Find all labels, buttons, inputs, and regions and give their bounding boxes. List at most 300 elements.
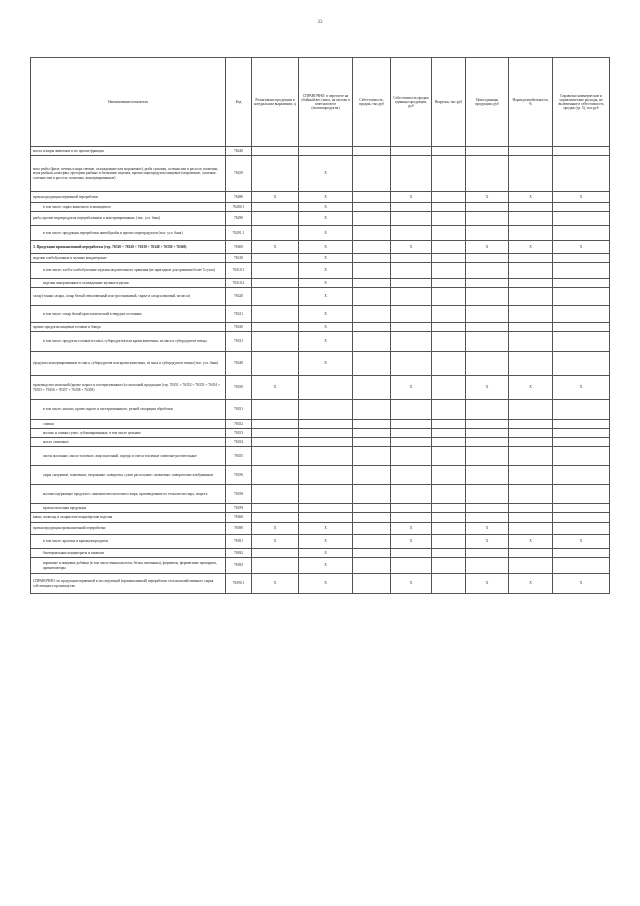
value-cell[interactable]: X — [466, 574, 509, 594]
value-cell[interactable] — [466, 447, 509, 466]
value-cell[interactable] — [432, 323, 466, 332]
value-cell[interactable] — [432, 241, 466, 254]
value-cell[interactable]: X — [391, 376, 432, 400]
value-cell[interactable] — [299, 466, 353, 485]
value-cell[interactable] — [391, 279, 432, 288]
value-cell[interactable] — [509, 352, 553, 376]
value-cell[interactable] — [299, 429, 353, 438]
value-cell[interactable] — [252, 400, 299, 420]
value-cell[interactable] — [553, 323, 610, 332]
row-name: масло сливочное — [31, 438, 226, 447]
value-cell[interactable] — [466, 420, 509, 429]
row-name: масла и жиры животные и их прочие фракции — [31, 147, 226, 156]
value-cell[interactable] — [553, 254, 610, 263]
row-code: 76331 — [226, 332, 252, 352]
value-cell[interactable] — [432, 549, 466, 558]
table-row — [31, 332, 610, 352]
value-cell[interactable]: X — [553, 192, 610, 203]
value-cell[interactable] — [353, 147, 391, 156]
value-cell[interactable]: X — [299, 535, 353, 549]
value-cell[interactable] — [353, 192, 391, 203]
value-cell[interactable] — [391, 400, 432, 420]
value-cell[interactable] — [353, 226, 391, 241]
value-cell[interactable] — [466, 323, 509, 332]
table-row — [31, 420, 610, 429]
form-body — [31, 147, 610, 594]
value-cell[interactable]: X — [553, 376, 610, 400]
value-cell[interactable] — [353, 241, 391, 254]
value-cell[interactable] — [553, 420, 610, 429]
row-code: 76310 — [226, 254, 252, 263]
table-row — [31, 263, 610, 279]
value-cell[interactable] — [353, 352, 391, 376]
table-row — [31, 485, 610, 504]
value-cell[interactable] — [432, 203, 466, 212]
value-cell[interactable]: X — [391, 523, 432, 535]
value-cell[interactable] — [252, 306, 299, 323]
value-cell[interactable] — [391, 226, 432, 241]
header-profitability: Норма рентабельности, % — [509, 58, 553, 147]
value-cell[interactable]: X — [299, 352, 353, 376]
value-cell[interactable] — [509, 400, 553, 420]
value-cell[interactable] — [509, 212, 553, 226]
value-cell[interactable]: X — [252, 535, 299, 549]
value-cell[interactable] — [466, 279, 509, 288]
value-cell[interactable] — [553, 504, 610, 513]
row-name: биотермальные концентраты и закваски — [31, 549, 226, 558]
value-cell[interactable] — [509, 438, 553, 447]
value-cell[interactable] — [432, 147, 466, 156]
value-cell[interactable]: X — [299, 192, 353, 203]
value-cell[interactable] — [252, 429, 299, 438]
row-name: в том числе: молоко, кроме сырого и пастеризованного, резкой сепарации обработки — [31, 400, 226, 420]
value-cell[interactable] — [391, 352, 432, 376]
value-cell[interactable] — [553, 156, 610, 192]
value-cell[interactable] — [466, 263, 509, 279]
value-cell[interactable] — [391, 466, 432, 485]
value-cell[interactable] — [432, 535, 466, 549]
value-cell[interactable] — [466, 288, 509, 306]
value-cell[interactable] — [299, 485, 353, 504]
value-cell[interactable] — [466, 226, 509, 241]
value-cell[interactable]: X — [299, 263, 353, 279]
value-cell[interactable] — [391, 212, 432, 226]
value-cell[interactable] — [391, 429, 432, 438]
row-code: 76390 — [226, 523, 252, 535]
value-cell[interactable] — [252, 466, 299, 485]
table-row — [31, 203, 610, 212]
value-cell[interactable] — [353, 523, 391, 535]
value-cell[interactable] — [553, 549, 610, 558]
value-cell[interactable] — [353, 254, 391, 263]
value-cell[interactable] — [391, 438, 432, 447]
value-cell[interactable] — [353, 279, 391, 288]
value-cell[interactable] — [432, 438, 466, 447]
value-cell[interactable] — [391, 420, 432, 429]
value-cell[interactable] — [432, 504, 466, 513]
row-code: 76358 — [226, 485, 252, 504]
value-cell[interactable] — [466, 466, 509, 485]
value-cell[interactable] — [432, 156, 466, 192]
value-cell[interactable] — [509, 147, 553, 156]
value-cell[interactable] — [432, 212, 466, 226]
value-cell[interactable] — [252, 447, 299, 466]
row-code: 76391 — [226, 535, 252, 549]
value-cell[interactable] — [391, 447, 432, 466]
value-cell[interactable] — [553, 332, 610, 352]
value-cell[interactable]: X — [509, 241, 553, 254]
value-cell[interactable] — [509, 513, 553, 523]
value-cell[interactable] — [509, 288, 553, 306]
row-name: кормовые и пищевые добавки (в том числе аминокислоты, белки, витамины), ферменты, ферментные препараты, ароматизаторы — [31, 558, 226, 574]
value-cell[interactable] — [391, 254, 432, 263]
row-name: в том числе: сахар белый кристаллический в твердом состоянии — [31, 306, 226, 323]
value-cell[interactable] — [509, 203, 553, 212]
value-cell[interactable] — [432, 254, 466, 263]
value-cell[interactable] — [466, 438, 509, 447]
value-cell[interactable] — [553, 212, 610, 226]
value-cell[interactable] — [432, 420, 466, 429]
value-cell[interactable] — [353, 323, 391, 332]
value-cell[interactable] — [252, 332, 299, 352]
value-cell[interactable] — [432, 485, 466, 504]
value-cell[interactable]: X — [252, 523, 299, 535]
value-cell[interactable] — [432, 279, 466, 288]
value-cell[interactable] — [252, 504, 299, 513]
value-cell[interactable] — [432, 513, 466, 523]
row-code: 76352 — [226, 420, 252, 429]
value-cell[interactable] — [252, 513, 299, 523]
value-cell[interactable] — [466, 429, 509, 438]
value-cell[interactable] — [509, 263, 553, 279]
value-cell[interactable] — [391, 263, 432, 279]
value-cell[interactable]: X — [299, 558, 353, 574]
value-cell[interactable] — [509, 323, 553, 332]
value-cell[interactable]: X — [299, 288, 353, 306]
row-code: 76330 — [226, 323, 252, 332]
value-cell[interactable] — [553, 447, 610, 466]
row-name: в том числе: сырье животного и непищевого — [31, 203, 226, 212]
value-cell[interactable] — [353, 288, 391, 306]
value-cell[interactable] — [466, 400, 509, 420]
value-cell[interactable]: X — [299, 254, 353, 263]
value-cell[interactable] — [509, 558, 553, 574]
header-name: Наименование показателя — [31, 58, 226, 147]
row-code: 76351 — [226, 400, 252, 420]
value-cell[interactable] — [391, 306, 432, 323]
value-cell[interactable]: X — [299, 203, 353, 212]
value-cell[interactable] — [353, 558, 391, 574]
row-code: 76250 — [226, 156, 252, 192]
value-cell[interactable]: X — [299, 241, 353, 254]
row-code: 76310.2 — [226, 279, 252, 288]
value-cell[interactable] — [391, 549, 432, 558]
value-cell[interactable] — [553, 523, 610, 535]
row-name: прочие продукты пищевые готовые и блюда — [31, 323, 226, 332]
value-cell[interactable] — [432, 352, 466, 376]
value-cell[interactable]: X — [299, 279, 353, 288]
value-cell[interactable] — [299, 147, 353, 156]
row-name: пасты масляные, масло топленое, жир молочный, спреды и смеси топленые сливочно-растительные — [31, 447, 226, 466]
value-cell[interactable] — [391, 485, 432, 504]
row-code: 76350 — [226, 376, 252, 400]
value-cell[interactable] — [299, 438, 353, 447]
value-cell[interactable] — [553, 306, 610, 323]
value-cell[interactable]: X — [466, 535, 509, 549]
row-name: прочая молочная продукция — [31, 504, 226, 513]
value-cell[interactable]: X — [252, 574, 299, 594]
value-cell[interactable] — [391, 156, 432, 192]
value-cell[interactable]: X — [299, 212, 353, 226]
row-name: какао, шоколад и сахаристые кондитерские изделия — [31, 513, 226, 523]
value-cell[interactable] — [299, 447, 353, 466]
value-cell[interactable] — [299, 504, 353, 513]
value-cell[interactable] — [509, 420, 553, 429]
value-cell[interactable] — [466, 203, 509, 212]
value-cell[interactable] — [509, 549, 553, 558]
value-cell[interactable] — [553, 263, 610, 279]
table-row — [31, 254, 610, 263]
value-cell[interactable] — [391, 147, 432, 156]
value-cell[interactable] — [432, 429, 466, 438]
value-cell[interactable] — [509, 254, 553, 263]
value-cell[interactable] — [509, 485, 553, 504]
value-cell[interactable] — [466, 147, 509, 156]
value-cell[interactable] — [466, 352, 509, 376]
header-code: Код — [226, 58, 252, 147]
value-cell[interactable] — [391, 558, 432, 574]
value-cell[interactable] — [353, 400, 391, 420]
value-cell[interactable]: X — [391, 574, 432, 594]
value-cell[interactable]: X — [299, 574, 353, 594]
value-cell[interactable] — [553, 438, 610, 447]
value-cell[interactable] — [252, 558, 299, 574]
row-name: в том числе: хлеб и хлебобулочные изделия недлительного хранения (не пригодные для хранения более 5 суток) — [31, 263, 226, 279]
value-cell[interactable] — [391, 504, 432, 513]
row-name: сливки — [31, 420, 226, 429]
value-cell[interactable] — [353, 447, 391, 466]
value-cell[interactable] — [252, 279, 299, 288]
value-cell[interactable]: X — [553, 574, 610, 594]
value-cell[interactable]: X — [466, 192, 509, 203]
value-cell[interactable]: X — [299, 523, 353, 535]
value-cell[interactable] — [509, 332, 553, 352]
value-cell[interactable]: X — [553, 241, 610, 254]
value-cell[interactable] — [252, 288, 299, 306]
value-cell[interactable]: X — [299, 156, 353, 192]
row-name: сахар (тонны сахара, сахар белый свекловичный или тростниковый, сырье и сахар кленовый, меласса) — [31, 288, 226, 306]
header-commercial-expenses: Справочно коммерческие и управленческие расходы, не включенные в себестоимость продаж (гр. 5), тыс.руб — [553, 58, 610, 147]
value-cell[interactable] — [432, 226, 466, 241]
value-cell[interactable] — [553, 288, 610, 306]
value-cell[interactable] — [466, 485, 509, 504]
value-cell[interactable] — [252, 254, 299, 263]
table-row — [31, 241, 610, 254]
value-cell[interactable] — [299, 420, 353, 429]
value-cell[interactable]: X — [553, 535, 610, 549]
row-name: изделия хлебобулочные и мучные кондитерские — [31, 254, 226, 263]
row-code: 76356 — [226, 466, 252, 485]
value-cell[interactable] — [466, 504, 509, 513]
value-cell[interactable] — [299, 376, 353, 400]
value-cell[interactable] — [553, 513, 610, 523]
table-row — [31, 558, 610, 574]
row-name: рыба, прочие морепродукты переработанные и консервированные, (тыс. усл. банк) — [31, 212, 226, 226]
value-cell[interactable] — [252, 226, 299, 241]
row-code: 76354 — [226, 438, 252, 447]
value-cell[interactable] — [509, 429, 553, 438]
value-cell[interactable]: X — [299, 306, 353, 323]
row-code: 76280.1 — [226, 203, 252, 212]
value-cell[interactable] — [252, 420, 299, 429]
value-cell[interactable] — [509, 279, 553, 288]
header-unit-price: Цена единицы продукции, руб — [466, 58, 509, 147]
value-cell[interactable] — [466, 306, 509, 323]
row-name: мясо рыбы (филе, печень и икра свежие, охлажденные или мороженые), рыба сушеная, соленая или в рассоле, копченая, мука рыбная, консервы, пресервы рыбные и балычные изделия, прочие морепродукты пищевые (мороженые, сушеные, соленые или в рассоле, копченые, консервированные) — [31, 156, 226, 192]
value-cell[interactable]: X — [252, 241, 299, 254]
value-cell[interactable] — [353, 549, 391, 558]
value-cell[interactable] — [553, 485, 610, 504]
value-cell[interactable] — [466, 156, 509, 192]
value-cell[interactable] — [509, 306, 553, 323]
value-cell[interactable] — [432, 332, 466, 352]
value-cell[interactable]: X — [391, 241, 432, 254]
row-name: прочая продукция промышленной переработки — [31, 523, 226, 535]
value-cell[interactable]: X — [509, 574, 553, 594]
row-name: прочая продукция первичной переработки — [31, 192, 226, 203]
value-cell[interactable] — [353, 420, 391, 429]
value-cell[interactable] — [353, 535, 391, 549]
row-code: 76310.1 — [226, 263, 252, 279]
row-name: в том числе: продукция переработки живой рыбы и прочих морепродуктов (тыс. усл. банк) — [31, 226, 226, 241]
value-cell[interactable] — [553, 203, 610, 212]
table-row — [31, 352, 610, 376]
value-cell[interactable] — [299, 400, 353, 420]
value-cell[interactable]: X — [299, 332, 353, 352]
value-cell[interactable] — [252, 485, 299, 504]
value-cell[interactable]: X — [299, 323, 353, 332]
value-cell[interactable]: X — [509, 376, 553, 400]
header-row — [31, 58, 610, 147]
value-cell[interactable] — [466, 549, 509, 558]
value-cell[interactable] — [553, 352, 610, 376]
table-row — [31, 400, 610, 420]
header-cost: Себестоимость, продаж, тыс.руб — [353, 58, 391, 147]
value-cell[interactable] — [553, 466, 610, 485]
table-row — [31, 447, 610, 466]
value-cell[interactable] — [353, 203, 391, 212]
row-name: 3. Продукция промышленной переработки (стр. 76310 + 76320 + 76330 + 76340 + 76350 + 76360) — [31, 241, 226, 254]
value-cell[interactable] — [466, 558, 509, 574]
value-cell[interactable] — [391, 203, 432, 212]
value-cell[interactable] — [353, 376, 391, 400]
value-cell[interactable] — [391, 332, 432, 352]
value-cell[interactable] — [391, 323, 432, 332]
row-code: 76300 — [226, 241, 252, 254]
value-cell[interactable] — [353, 438, 391, 447]
value-cell[interactable] — [553, 429, 610, 438]
value-cell[interactable] — [353, 504, 391, 513]
value-cell[interactable] — [432, 574, 466, 594]
value-cell[interactable] — [509, 466, 553, 485]
value-cell[interactable] — [353, 466, 391, 485]
value-cell[interactable] — [553, 279, 610, 288]
value-cell[interactable]: X — [252, 192, 299, 203]
value-cell[interactable] — [509, 523, 553, 535]
value-cell[interactable] — [509, 447, 553, 466]
value-cell[interactable] — [353, 212, 391, 226]
header-quantity: Реализовано продукции в натуральном выражении, ц — [252, 58, 299, 147]
value-cell[interactable] — [432, 306, 466, 323]
value-cell[interactable] — [391, 288, 432, 306]
value-cell[interactable] — [432, 466, 466, 485]
value-cell[interactable] — [353, 574, 391, 594]
value-cell[interactable] — [553, 400, 610, 420]
value-cell[interactable]: X — [391, 192, 432, 203]
value-cell[interactable] — [252, 438, 299, 447]
row-code: 76359 — [226, 504, 252, 513]
value-cell[interactable]: X — [509, 192, 553, 203]
table-row — [31, 288, 610, 306]
value-cell[interactable] — [299, 513, 353, 523]
value-cell[interactable]: X — [466, 241, 509, 254]
value-cell[interactable] — [466, 254, 509, 263]
value-cell[interactable] — [432, 376, 466, 400]
value-cell[interactable]: X — [509, 535, 553, 549]
value-cell[interactable] — [553, 147, 610, 156]
value-cell[interactable]: X — [466, 376, 509, 400]
value-cell[interactable] — [252, 212, 299, 226]
value-cell[interactable] — [353, 263, 391, 279]
value-cell[interactable] — [252, 549, 299, 558]
value-cell[interactable] — [353, 156, 391, 192]
value-cell[interactable]: X — [252, 376, 299, 400]
value-cell[interactable] — [252, 263, 299, 279]
header-unit-cost: Себестоимость продаж единицы продукции, руб — [391, 58, 432, 147]
value-cell[interactable] — [432, 400, 466, 420]
value-cell[interactable]: X — [391, 535, 432, 549]
value-cell[interactable] — [432, 288, 466, 306]
value-cell[interactable] — [509, 226, 553, 241]
value-cell[interactable] — [252, 147, 299, 156]
value-cell[interactable] — [466, 332, 509, 352]
value-cell[interactable]: X — [299, 549, 353, 558]
value-cell[interactable] — [391, 513, 432, 523]
value-cell[interactable] — [509, 156, 553, 192]
value-cell[interactable] — [432, 192, 466, 203]
value-cell[interactable]: X — [466, 523, 509, 535]
value-cell[interactable] — [353, 485, 391, 504]
value-cell[interactable] — [432, 523, 466, 535]
value-cell[interactable]: X — [299, 226, 353, 241]
value-cell[interactable] — [466, 212, 509, 226]
value-cell[interactable] — [553, 226, 610, 241]
value-cell[interactable] — [252, 156, 299, 192]
value-cell[interactable] — [252, 352, 299, 376]
value-cell[interactable] — [252, 203, 299, 212]
value-cell[interactable] — [509, 504, 553, 513]
value-cell[interactable] — [353, 332, 391, 352]
value-cell[interactable] — [553, 558, 610, 574]
value-cell[interactable] — [432, 558, 466, 574]
value-cell[interactable] — [353, 429, 391, 438]
value-cell[interactable] — [353, 306, 391, 323]
value-cell[interactable] — [252, 323, 299, 332]
value-cell[interactable] — [432, 447, 466, 466]
value-cell[interactable] — [466, 513, 509, 523]
value-cell[interactable] — [432, 263, 466, 279]
value-cell[interactable] — [353, 513, 391, 523]
